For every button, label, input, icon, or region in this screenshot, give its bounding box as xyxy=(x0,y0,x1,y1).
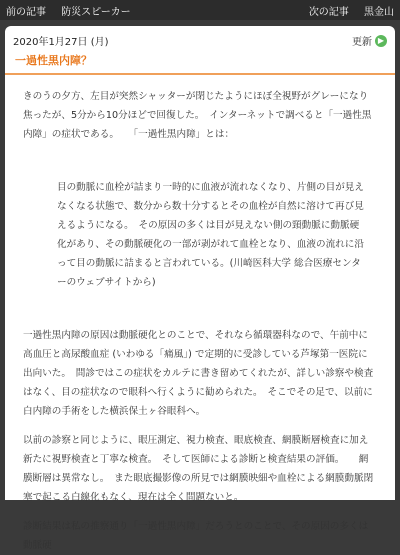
post-date: 2020年1月27日 (月) xyxy=(13,37,109,48)
update-button[interactable] xyxy=(352,33,387,48)
next-article-link[interactable]: 次の記事 xyxy=(308,6,349,18)
post-meta xyxy=(5,26,395,48)
topbar-right xyxy=(297,3,394,18)
category-link[interactable]: 防災スピーカー xyxy=(61,6,131,18)
article-card xyxy=(5,26,395,551)
paragraph-cause: 一過性黒内障の原因は動脈硬化とのことで、それなら循環器科なので、午前中に高血圧と高尿酸血症 (いわゆる「痛風」) で定期的に受診している芦塚第一医院に出向いた。 問診ではこの症状をカルテに書き留めてくれたが、詳しい診察や検査はなく、目の症状なので眼科へ行くように勧められた。 そこでその足で、以前に白内障の手術をした横浜保土ヶ谷眼科へ。 xyxy=(23,330,374,417)
paragraph-intro: きのうの夕方、左目が突然シャッターが閉じたようにほぼ全視野がグレーになり焦ったが、5分から10分ほどで回復した。 インターネットで調べると「一過性黒内障」の症状である。 「一過性黒内障」とは： xyxy=(23,91,372,140)
post-body xyxy=(5,75,395,555)
top-navigation-bar xyxy=(0,0,400,20)
paragraph-diagnosis: 診断結果は私の推察通り「一過性黒内障」だろうとのことで、その原因の多くは動脈硬 xyxy=(23,521,369,551)
quote-block: 目の動脈に血栓が詰まり一時的に血液が流れなくなり、片側の目が見えなくなる状態で、数分から数十分するとその血栓が自然に溶けて再び見えるようになる。 その原因の多くは目が見えない側の頸動脈に動脈硬化があり、その動脈硬化の一部が剥がれて血栓となり、血液の流れに沿って目の動脈に詰まると言われている。(川崎医科大学 総合医療センターのウェブサイトから) xyxy=(57,182,364,288)
topbar-left xyxy=(6,3,143,18)
post-title: 一過性黒内障？ xyxy=(15,54,92,67)
author-link[interactable]: 黒金山 xyxy=(364,6,394,18)
update-label: 更新 xyxy=(352,37,372,48)
refresh-icon: ▶ xyxy=(375,35,387,47)
prev-article-link[interactable]: 前の記事 xyxy=(6,6,46,18)
paragraph-exam: 以前の診察と同じように、眼圧測定、視力検査、眼底検査、網膜断層検査に加え新たに視野検査と丁寧な検査。 そして医師による診断と検査結果の評価。 網膜断層は異常なし。 また眼底撮影像の所見では網膜映細や血栓による網膜動脈閉塞で起こる白線化もなく、現在は全く問題ないと。 xyxy=(23,435,374,503)
